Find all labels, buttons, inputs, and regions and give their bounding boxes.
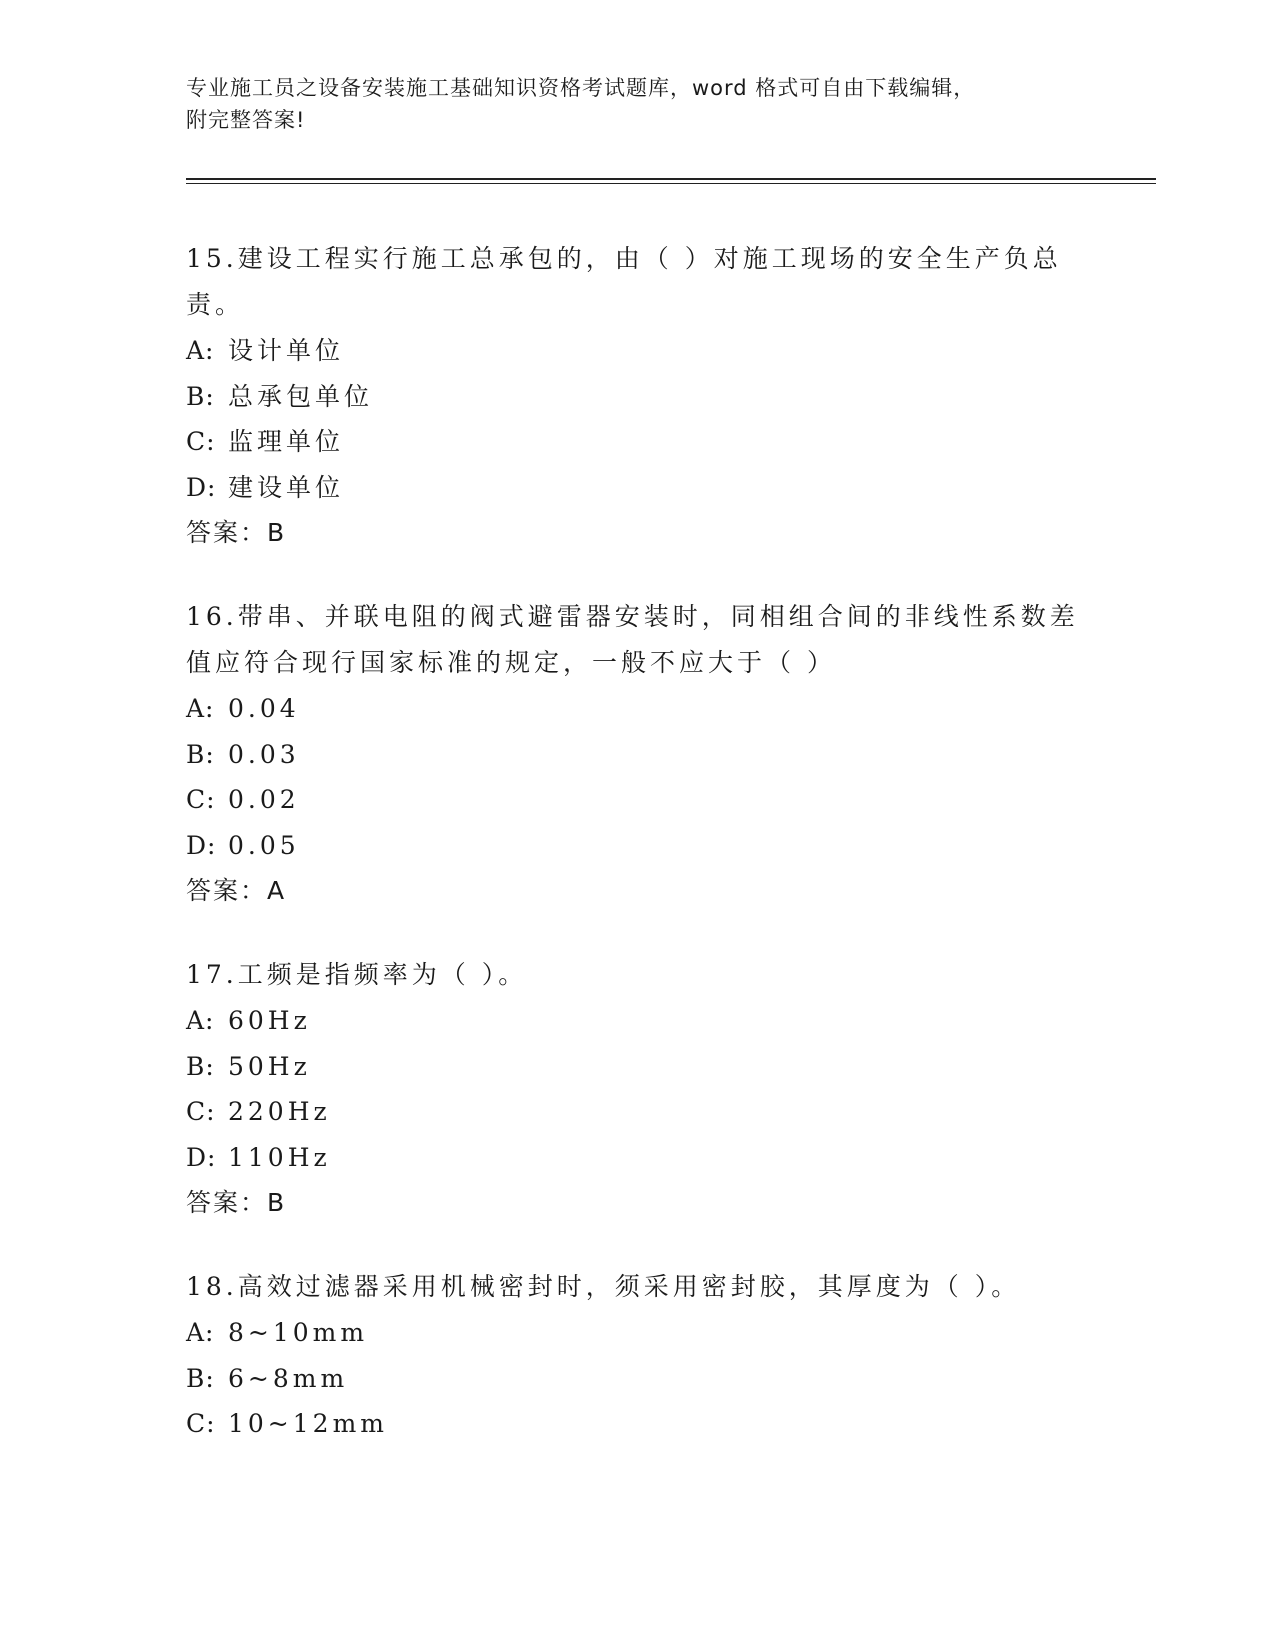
option-text: 建设单位 <box>228 472 345 502</box>
option-text: 10~12mm <box>228 1409 388 1438</box>
answer-line: 答案：A <box>186 876 287 905</box>
option-letter: A: <box>186 1318 215 1347</box>
document-header <box>186 72 1086 136</box>
question-15 <box>186 236 1086 556</box>
option-b <box>186 1356 1086 1402</box>
question-stem: 15.建设工程实行施工总承包的，由（ ）对施工现场的安全生产负总责。 <box>186 244 1062 319</box>
question-stem: 17.工频是指频率为（ ）。 <box>186 960 528 989</box>
header-line-2: 附完整答案! <box>186 108 306 132</box>
option-letter: D: <box>186 830 217 860</box>
option-text: 设计单位 <box>228 336 345 365</box>
question-16 <box>186 594 1086 914</box>
option-letter: C: <box>186 1409 216 1438</box>
option-d <box>186 465 1086 511</box>
option-letter: D: <box>186 1142 217 1172</box>
option-b <box>186 374 1086 420</box>
question-stem: 18.高效过滤器采用机械密封时，须采用密封胶，其厚度为（ ）。 <box>186 1272 1021 1301</box>
option-text: 0.02 <box>228 785 300 814</box>
option-letter: B: <box>186 1051 215 1081</box>
option-a <box>186 328 1086 374</box>
option-b <box>186 1044 1086 1090</box>
option-letter: A: <box>186 694 215 723</box>
option-c <box>186 777 1086 823</box>
option-a <box>186 998 1086 1044</box>
header-divider <box>186 178 1156 184</box>
question-list <box>186 236 1086 1485</box>
option-text: 50Hz <box>228 1051 311 1081</box>
option-letter: A: <box>186 336 215 365</box>
option-text: 0.03 <box>228 739 300 769</box>
question-17 <box>186 952 1086 1226</box>
option-d <box>186 1135 1086 1181</box>
option-letter: D: <box>186 472 217 502</box>
option-a <box>186 1310 1086 1356</box>
option-text: 60Hz <box>228 1006 311 1035</box>
option-c <box>186 419 1086 465</box>
header-line-1: 专业施工员之设备安装施工基础知识资格考试题库，word 格式可自由下载编辑， <box>186 76 976 100</box>
option-letter: C: <box>186 1097 216 1126</box>
option-c <box>186 1401 1086 1447</box>
option-a <box>186 686 1086 732</box>
option-b <box>186 732 1086 778</box>
option-letter: C: <box>186 427 216 456</box>
option-letter: B: <box>186 739 215 769</box>
option-text: 110Hz <box>228 1142 331 1172</box>
option-text: 220Hz <box>228 1097 331 1126</box>
option-letter: B: <box>186 381 215 411</box>
option-text: 8~10mm <box>228 1318 369 1347</box>
option-text: 监理单位 <box>228 427 345 456</box>
option-c <box>186 1089 1086 1135</box>
answer-line: 答案：B <box>186 1188 287 1217</box>
option-text: 0.04 <box>228 694 300 723</box>
question-stem: 16.带串、并联电阻的阀式避雷器安装时，同相组合间的非线性系数差值应符合现行国家标准的规定，一般不应大于（ ） <box>186 602 1079 677</box>
option-text: 6~8mm <box>228 1363 349 1393</box>
option-letter: B: <box>186 1363 215 1393</box>
option-d <box>186 823 1086 869</box>
answer-line: 答案：B <box>186 518 287 547</box>
question-18 <box>186 1264 1086 1447</box>
option-letter: A: <box>186 1006 215 1035</box>
option-letter: C: <box>186 785 216 814</box>
option-text: 总承包单位 <box>228 381 374 411</box>
option-text: 0.05 <box>228 830 300 860</box>
